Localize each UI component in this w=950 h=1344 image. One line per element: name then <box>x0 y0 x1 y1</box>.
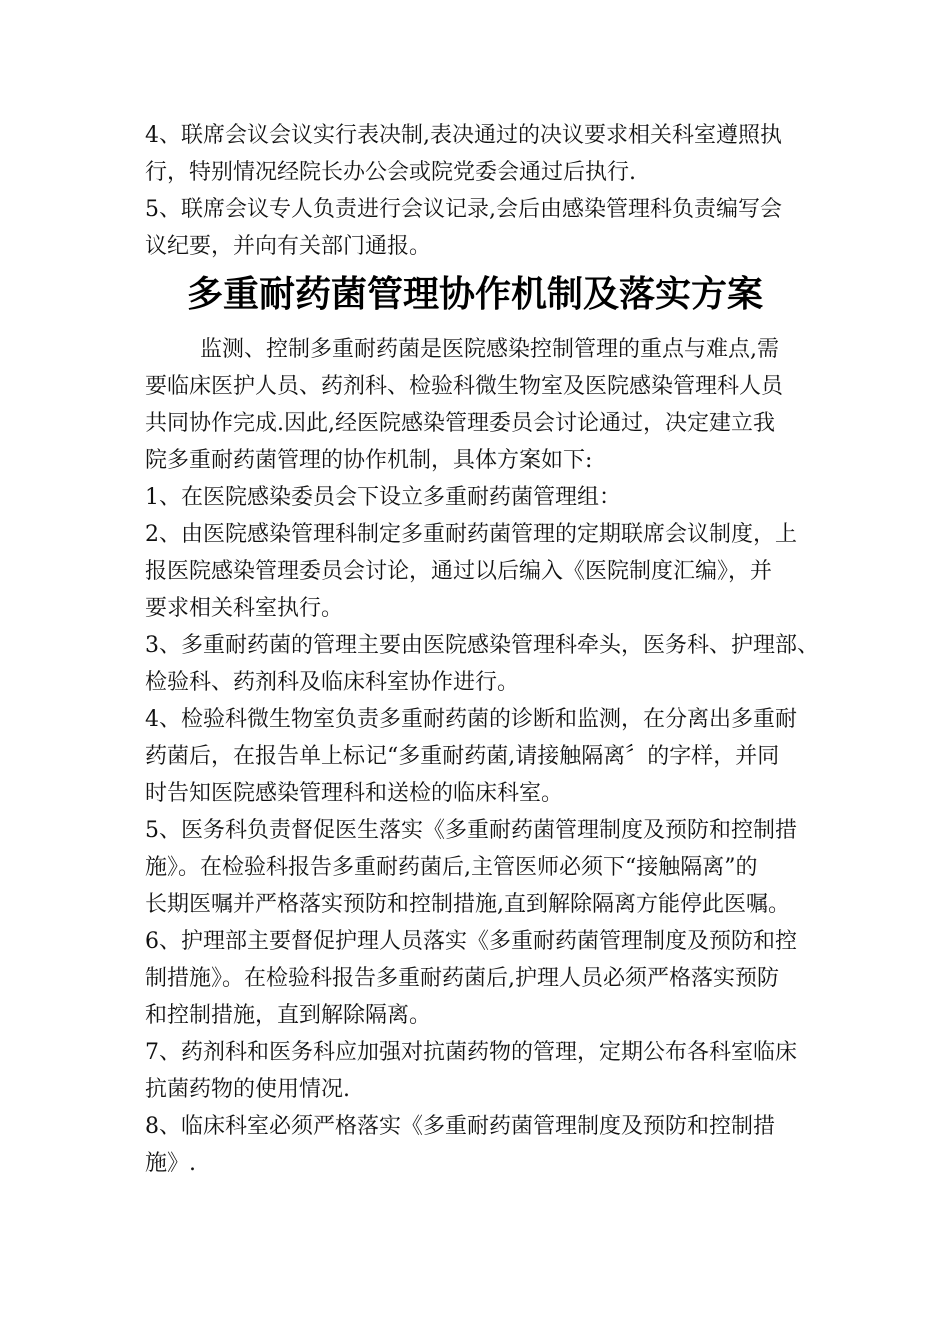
paragraph-line: 4、联席会议会议实行表决制,表决通过的决议要求相关科室遵照执 <box>145 123 782 148</box>
paragraph-line: 监测、控制多重耐药菌是医院感染控制管理的重点与难点,需 <box>200 337 779 362</box>
paragraph-line: 抗菌药物的使用情况. <box>145 1077 350 1102</box>
paragraph-line: 长期医嘱并严格落实预防和控制措施,直到解除隔离方能停此医嘱。 <box>145 892 790 917</box>
paragraph-line: 施》. <box>145 1151 196 1176</box>
document-title: 多重耐药菌管理协作机制及落实方案 <box>186 274 763 315</box>
list-item: 2、由医院感染管理科制定多重耐药菌管理的定期联席会议制度，上 <box>145 522 797 547</box>
paragraph-line: 制措施》。在检验科报告多重耐药菌后,护理人员必须严格落实预防 <box>145 966 779 991</box>
paragraph-line: 要临床医护人员、药剂科、检验科微生物室及医院感染管理科人员 <box>145 374 784 399</box>
paragraph-line: 报医院感染管理委员会讨论，通过以后编入《医院制度汇编》，并 <box>145 559 773 584</box>
paragraph-line: 要求相关科室执行。 <box>145 596 344 621</box>
list-item: 4、检验科微生物室负责多重耐药菌的诊断和监测，在分离出多重耐 <box>145 707 797 732</box>
list-item: 3、多重耐药菌的管理主要由医院感染管理科牵头，医务科、护理部、 <box>145 633 819 658</box>
paragraph-line: 施》。在检验科报告多重耐药菌后,主管医师必须下“接触隔离”的 <box>145 855 758 880</box>
paragraph-line: 议纪要，并向有关部门通报。 <box>145 234 432 259</box>
paragraph-line: 共同协作完成.因此,经医院感染管理委员会讨论通过，决定建立我 <box>145 411 775 436</box>
paragraph-line: 院多重耐药菌管理的协作机制，具体方案如下: <box>145 448 593 473</box>
paragraph-line: 行，特别情况经院长办公会或院党委会通过后执行. <box>145 160 636 185</box>
list-item: 7、药剂科和医务科应加强对抗菌药物的管理，定期公布各科室临床 <box>145 1040 797 1065</box>
paragraph-line: 时告知医院感染管理科和送检的临床科室。 <box>145 781 564 806</box>
paragraph-line: 药菌后，在报告单上标记“多重耐药菌,请接触隔离〞的字样，并同 <box>145 744 780 769</box>
paragraph-line: 和控制措施，直到解除隔离。 <box>145 1003 432 1028</box>
list-item: 6、护理部主要督促护理人员落实《多重耐药菌管理制度及预防和控 <box>145 929 797 954</box>
list-item: 5、医务科负责督促医生落实《多重耐药菌管理制度及预防和控制措 <box>145 818 797 843</box>
list-item: 8、临床科室必须严格落实《多重耐药菌管理制度及预防和控制措 <box>145 1114 775 1139</box>
paragraph-line: 检验科、药剂科及临床科室协作进行。 <box>145 670 520 695</box>
list-item: 1、在医院感染委员会下设立多重耐药菌管理组： <box>145 485 621 510</box>
paragraph-line: 5、联席会议专人负责进行会议记录,会后由感染管理科负责编写会 <box>145 197 782 222</box>
